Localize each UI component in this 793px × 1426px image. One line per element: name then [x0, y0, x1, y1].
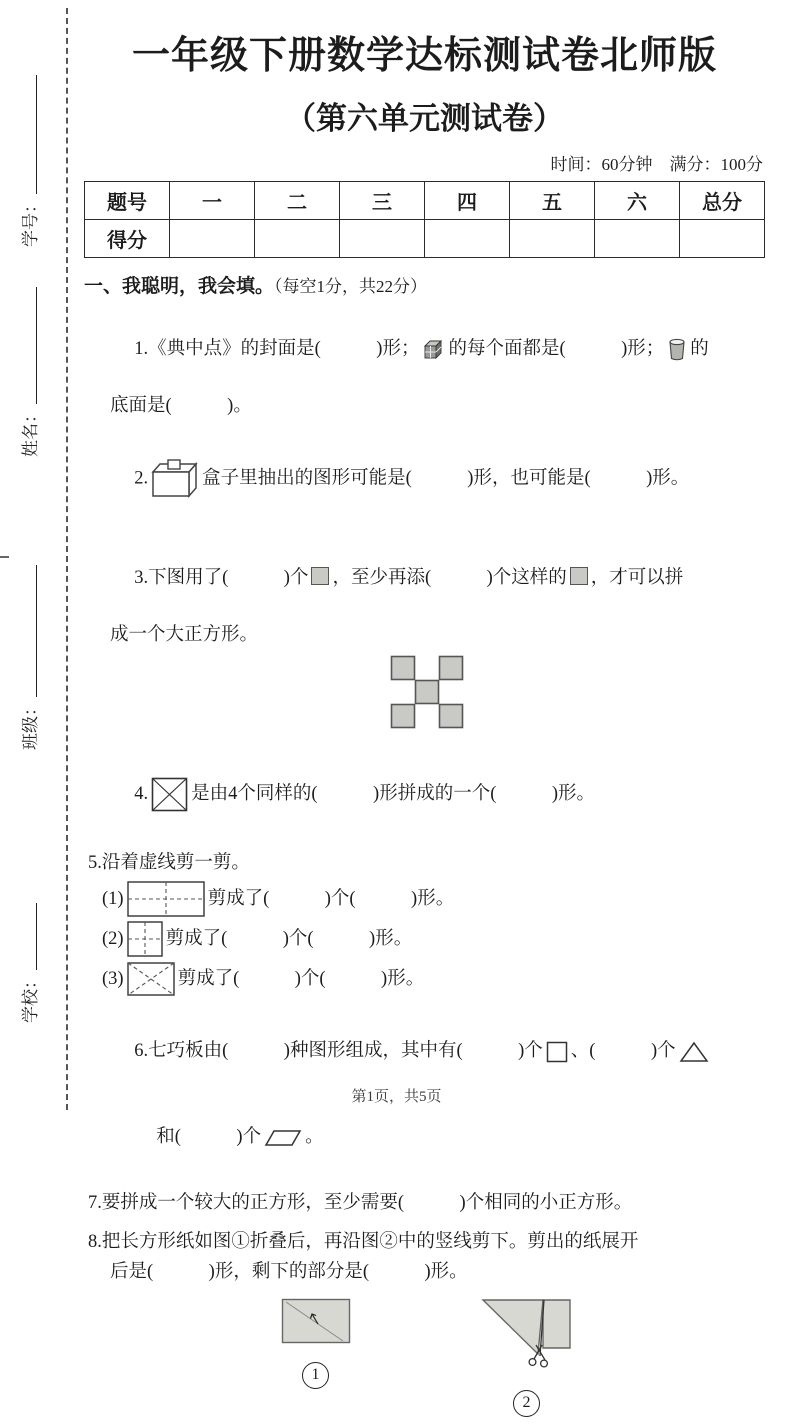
- class-blank-line: [36, 565, 37, 697]
- question-7: [88, 1189, 765, 1219]
- score-header-cell: 五: [510, 182, 595, 220]
- slot-box-icon: [151, 460, 199, 498]
- question-5-item-1-number: (1): [102, 885, 124, 914]
- question-8-line-2: 后是( )形，剩下的部分是( )形。: [88, 1258, 765, 1288]
- figure-1-label: 1: [302, 1362, 329, 1389]
- question-4-text: 是由4个同样的( )形拼成的一个( )形。: [191, 783, 595, 803]
- question-5-item-1: [88, 879, 765, 919]
- page-subtitle: （第六单元测试卷）: [84, 93, 765, 138]
- question-list: [84, 306, 765, 1417]
- question-6-line-1: [88, 1008, 765, 1094]
- question-8-line-1: 8.把长方形纸如图①折叠后，再沿图②中的竖线剪下。剪出的纸展开: [88, 1228, 765, 1258]
- question-3-line-2: 成一个大正方形。: [88, 621, 765, 651]
- page-title: 一年级下册数学达标测试卷北师版: [84, 24, 765, 79]
- question-1-line-1: [88, 306, 765, 392]
- cut-shape-figure: [481, 1298, 573, 1372]
- question-3-text: ，才可以拼: [591, 568, 684, 588]
- name-label: 姓名：: [20, 406, 42, 457]
- score-cell: [595, 220, 680, 258]
- square-outline-icon: [546, 1041, 568, 1063]
- student-number-blank-line: [36, 75, 37, 194]
- school-label: 学校：: [20, 972, 42, 1023]
- figure-2-cut: [481, 1298, 573, 1417]
- question-1: [88, 306, 765, 422]
- score-cell: [255, 220, 340, 258]
- student-number-field: [16, 75, 42, 247]
- question-2: [88, 431, 765, 526]
- question-3: [88, 535, 765, 739]
- question-1-text: 1.《典中点》的封面是( )形；: [134, 339, 419, 359]
- figure-2-label: 2: [513, 1390, 540, 1417]
- question-3-line-1: [88, 535, 765, 621]
- class-field: [16, 565, 42, 750]
- question-3-text: ，至少再添( )个这样的: [332, 568, 566, 588]
- rect-dashed-diagonals-icon: [127, 962, 175, 996]
- gray-square-icon: [311, 567, 329, 585]
- score-row-label: 得分: [85, 220, 170, 258]
- question-5-item-3-number: (3): [102, 965, 124, 994]
- score-header-cell: 四: [425, 182, 510, 220]
- score-table-score-row: [85, 220, 765, 258]
- name-field: [16, 287, 42, 457]
- question-5: [88, 849, 765, 999]
- rubiks-cube-icon: [422, 337, 445, 362]
- score-cell: [680, 220, 765, 258]
- name-blank-line: [36, 287, 37, 404]
- figure-1-fold: [281, 1298, 351, 1417]
- question-2-number: 2.: [134, 468, 148, 488]
- question-8-figures: [88, 1298, 765, 1417]
- page-footer: 第1页，共5页: [0, 1085, 793, 1106]
- question-6-line-2: [88, 1094, 765, 1180]
- parallelogram-outline-icon: [264, 1129, 302, 1147]
- question-4-number: 4.: [134, 783, 148, 803]
- question-6-text: 和( )个: [156, 1127, 261, 1147]
- score-header-cell: 题号: [85, 182, 170, 220]
- question-7-line-1: 7.要拼成一个较大的正方形，至少需要( )个相同的小正方形。: [88, 1189, 765, 1219]
- score-cell: [510, 220, 595, 258]
- score-cell: [425, 220, 510, 258]
- triangle-outline-icon: [679, 1041, 709, 1063]
- class-label: 班级：: [20, 699, 42, 750]
- score-header-cell: 六: [595, 182, 680, 220]
- question-8: [88, 1228, 765, 1417]
- question-4: [88, 748, 765, 840]
- time-score-info: 时间：60分钟 满分：100分: [84, 150, 763, 175]
- section-1-title: 一、我聪明，我会填。: [84, 276, 274, 297]
- question-5-item-2-text: 剪成了( )个( )形。: [166, 925, 413, 954]
- fold-mark: [0, 556, 9, 558]
- question-6-text: 、( )个: [571, 1041, 676, 1061]
- gray-square-icon: [570, 567, 588, 585]
- question-5-item-2-number: (2): [102, 925, 124, 954]
- question-5-item-1-text: 剪成了( )个( )形。: [208, 885, 455, 914]
- section-1-heading: [84, 271, 765, 298]
- score-table-header-row: [85, 182, 765, 220]
- question-1-text: 的: [690, 339, 709, 359]
- score-header-cell: 一: [170, 182, 255, 220]
- question-1-line-2: 底面是( )。: [88, 392, 765, 422]
- question-6-text: 。: [305, 1127, 324, 1147]
- score-header-cell: 总分: [680, 182, 765, 220]
- square-dashed-cross-icon: [127, 921, 163, 957]
- question-4-line-1: [88, 748, 765, 840]
- rect-dashed-cross-icon: [127, 881, 205, 917]
- student-number-label: 学号：: [20, 196, 42, 247]
- question-5-item-3: [88, 959, 765, 999]
- question-3-figure: [88, 655, 765, 739]
- square-with-diagonals-icon: [151, 777, 188, 812]
- score-cell: [170, 220, 255, 258]
- seal-dashed-line: [66, 8, 68, 1110]
- score-header-cell: 三: [340, 182, 425, 220]
- question-5-item-3-text: 剪成了( )个( )形。: [178, 965, 425, 994]
- score-table: [84, 181, 765, 258]
- score-header-cell: 二: [255, 182, 340, 220]
- score-cell: [340, 220, 425, 258]
- section-1-note: （每空1分，共22分）: [274, 277, 427, 296]
- folded-rectangle-figure: [281, 1298, 351, 1344]
- question-5-stem: 5.沿着虚线剪一剪。: [88, 849, 765, 879]
- cup-icon: [667, 338, 687, 361]
- question-2-text: 盒子里抽出的图形可能是( )形，也可能是( )形。: [202, 468, 689, 488]
- question-2-line-1: [88, 431, 765, 526]
- question-6-text: 6.七巧板由( )种图形组成，其中有( )个: [134, 1041, 543, 1061]
- question-3-text: 3.下图用了( )个: [134, 568, 308, 588]
- paper-content: [84, 0, 765, 1426]
- school-blank-line: [36, 903, 37, 970]
- question-5-item-2: [88, 919, 765, 959]
- question-1-text: 的每个面都是( )形；: [448, 339, 664, 359]
- school-field: [16, 903, 42, 1023]
- five-squares-figure: [390, 655, 464, 729]
